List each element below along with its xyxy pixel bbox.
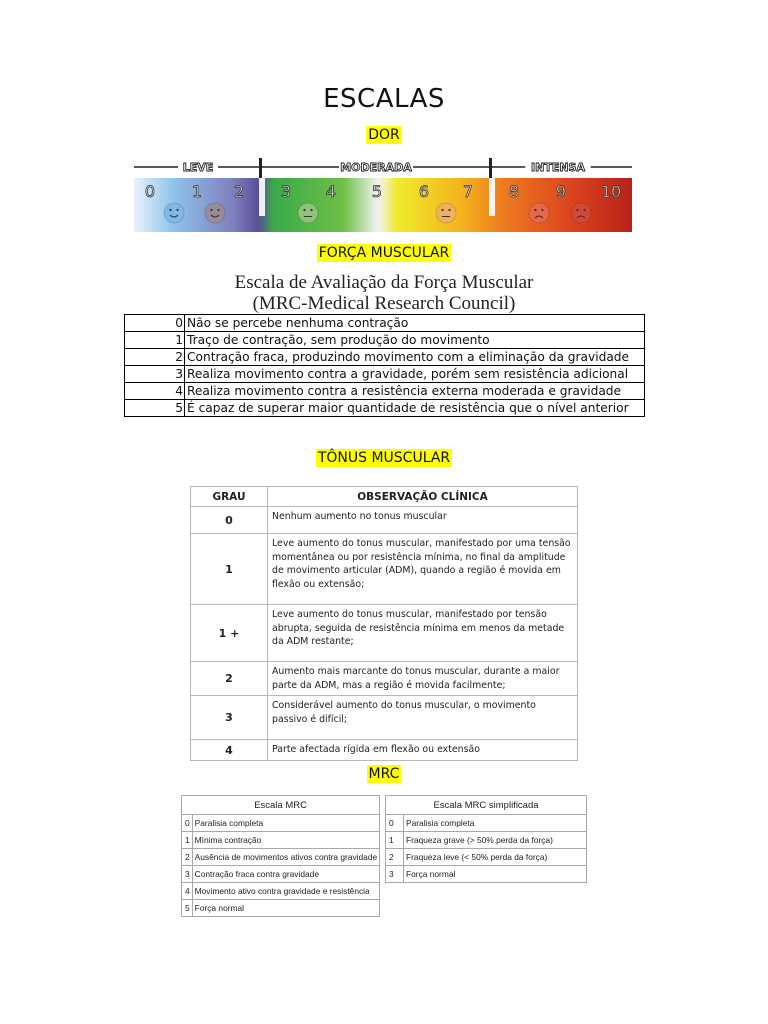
forca-description: Realiza movimento contra a resistência externa moderada e gravidade xyxy=(185,383,645,400)
forca-row xyxy=(125,400,645,417)
tonus-grade: 0 xyxy=(191,507,268,534)
pain-number: 3 xyxy=(280,182,292,201)
mrc-simplified-table xyxy=(385,795,587,883)
pain-band-label: INTENSA xyxy=(531,161,585,174)
mrc-grade: 0 xyxy=(182,815,193,832)
tonus-row xyxy=(191,507,578,534)
tonus-observation: Leve aumento do tonus muscular, manifestado por uma tensão momentânea ou por resistência mínima, no final da amplitude de movimento articular (ADM), quando a região é movida em flexão ou extensão; xyxy=(268,534,578,605)
mrc-grade: 2 xyxy=(386,849,404,866)
forca-grade: 3 xyxy=(125,366,185,383)
tonus-row xyxy=(191,696,578,740)
mrc-description: Força normal xyxy=(192,900,380,917)
forca-grade: 2 xyxy=(125,349,185,366)
mrc-table xyxy=(181,795,380,917)
pain-face-icon xyxy=(571,203,591,223)
pain-face-icon xyxy=(164,203,184,223)
page-title: ESCALAS xyxy=(323,84,445,114)
pain-scale-separator xyxy=(259,178,265,216)
section-label-tonus: TÔNUS MUSCULAR xyxy=(317,450,451,466)
mrc-row xyxy=(182,815,380,832)
forca-grade: 0 xyxy=(125,315,185,332)
pain-number: 4 xyxy=(325,182,337,201)
mrc-row xyxy=(386,815,587,832)
tonus-grade: 3 xyxy=(191,696,268,740)
section-label-dor: DOR xyxy=(368,127,400,143)
pain-number: 9 xyxy=(555,182,567,201)
mrc-description: Contração fraca contra gravidade xyxy=(192,866,380,883)
pain-number: 8 xyxy=(508,182,520,201)
forca-grade: 1 xyxy=(125,332,185,349)
mrc-row xyxy=(182,883,380,900)
mrc-row xyxy=(182,900,380,917)
forca-grade: 4 xyxy=(125,383,185,400)
tonus-header-grau: GRAU xyxy=(191,487,268,507)
tonus-grade: 1 + xyxy=(191,605,268,662)
mrc-description: Fraqueza leve (< 50% perda da força) xyxy=(404,849,587,866)
mrc-description: Paralisia completa xyxy=(404,815,587,832)
mrc-simplified-table-title: Escala MRC simplificada xyxy=(386,796,587,815)
forca-description: Não se percebe nenhuma contração xyxy=(185,315,645,332)
forca-row xyxy=(125,315,645,332)
pain-band-label: MODERADA xyxy=(340,161,412,174)
mrc-grade: 3 xyxy=(182,866,193,883)
forca-row xyxy=(125,349,645,366)
forca-description: É capaz de superar maior quantidade de resistência que o nível anterior xyxy=(185,400,645,417)
pain-face-icon xyxy=(205,203,225,223)
pain-face-icon xyxy=(436,203,456,223)
mrc-grade: 3 xyxy=(386,866,404,883)
mrc-row xyxy=(386,866,587,883)
forca-description: Traço de contração, sem produção do movimento xyxy=(185,332,645,349)
section-label-mrc: MRC xyxy=(368,766,400,782)
tonus-grade: 2 xyxy=(191,662,268,696)
pain-scale-divider xyxy=(489,158,492,178)
tonus-observation: Considerável aumento do tonus muscular, o movimento passivo é difícil; xyxy=(268,696,578,740)
mrc-description: Paralisia completa xyxy=(192,815,380,832)
tonus-observation: Aumento mais marcante do tonus muscular, durante a maior parte da ADM, mas a região é movida facilmente; xyxy=(268,662,578,696)
tonus-row xyxy=(191,534,578,605)
pain-number: 2 xyxy=(233,182,245,201)
tonus-grade: 4 xyxy=(191,740,268,761)
tonus-observation: Parte afectada rígida em flexão ou extensão xyxy=(268,740,578,761)
pain-face-icon xyxy=(529,203,549,223)
forca-table-subtitle: (MRC-Medical Research Council) xyxy=(252,293,516,314)
forca-grade: 5 xyxy=(125,400,185,417)
pain-number: 1 xyxy=(191,182,203,201)
tonus-row xyxy=(191,605,578,662)
mrc-row xyxy=(386,849,587,866)
section-label-forca: FORÇA MUSCULAR xyxy=(318,245,450,261)
mrc-row xyxy=(182,832,380,849)
mrc-grade: 1 xyxy=(182,832,193,849)
pain-number: 5 xyxy=(371,182,383,201)
tonus-observation: Nenhum aumento no tonus muscular xyxy=(268,507,578,534)
mrc-row xyxy=(386,832,587,849)
mrc-row xyxy=(182,849,380,866)
pain-scale xyxy=(134,158,632,232)
mrc-grade: 0 xyxy=(386,815,404,832)
forca-row xyxy=(125,366,645,383)
tonus-observation: Leve aumento do tonus muscular, manifestado por tensão abrupta, seguida de resistência mínima em menos da metade da ADM restante; xyxy=(268,605,578,662)
pain-face-icon xyxy=(298,203,318,223)
pain-scale-separator xyxy=(489,178,495,216)
forca-row xyxy=(125,383,645,400)
pain-scale-divider xyxy=(259,158,262,178)
mrc-description: Fraqueza grave (> 50% perda da força) xyxy=(404,832,587,849)
pain-number: 10 xyxy=(600,182,622,201)
mrc-grade: 2 xyxy=(182,849,193,866)
tonus-row xyxy=(191,662,578,696)
tonus-grade: 1 xyxy=(191,534,268,605)
mrc-description: Mínima contração xyxy=(192,832,380,849)
mrc-description: Força normal xyxy=(404,866,587,883)
forca-description: Realiza movimento contra a gravidade, porém sem resistência adicional xyxy=(185,366,645,383)
forca-row xyxy=(125,332,645,349)
forca-table xyxy=(124,314,645,417)
mrc-grade: 1 xyxy=(386,832,404,849)
tonus-row xyxy=(191,740,578,761)
pain-number: 6 xyxy=(418,182,430,201)
tonus-table xyxy=(190,486,578,761)
mrc-row xyxy=(182,866,380,883)
forca-description: Contração fraca, produzindo movimento com a eliminação da gravidade xyxy=(185,349,645,366)
pain-number: 0 xyxy=(144,182,156,201)
mrc-description: Movimento ativo contra gravidade e resistência xyxy=(192,883,380,900)
mrc-grade: 4 xyxy=(182,883,193,900)
mrc-table-title: Escala MRC xyxy=(182,796,380,815)
forca-table-title: Escala de Avaliação da Força Muscular xyxy=(234,272,534,293)
mrc-description: Ausência de movimentos ativos contra gravidade xyxy=(192,849,380,866)
pain-band-label: LEVE xyxy=(182,161,214,174)
pain-number: 7 xyxy=(462,182,474,201)
mrc-grade: 5 xyxy=(182,900,193,917)
tonus-header-obs: OBSERVAÇÃO CLÍNICA xyxy=(268,487,578,507)
